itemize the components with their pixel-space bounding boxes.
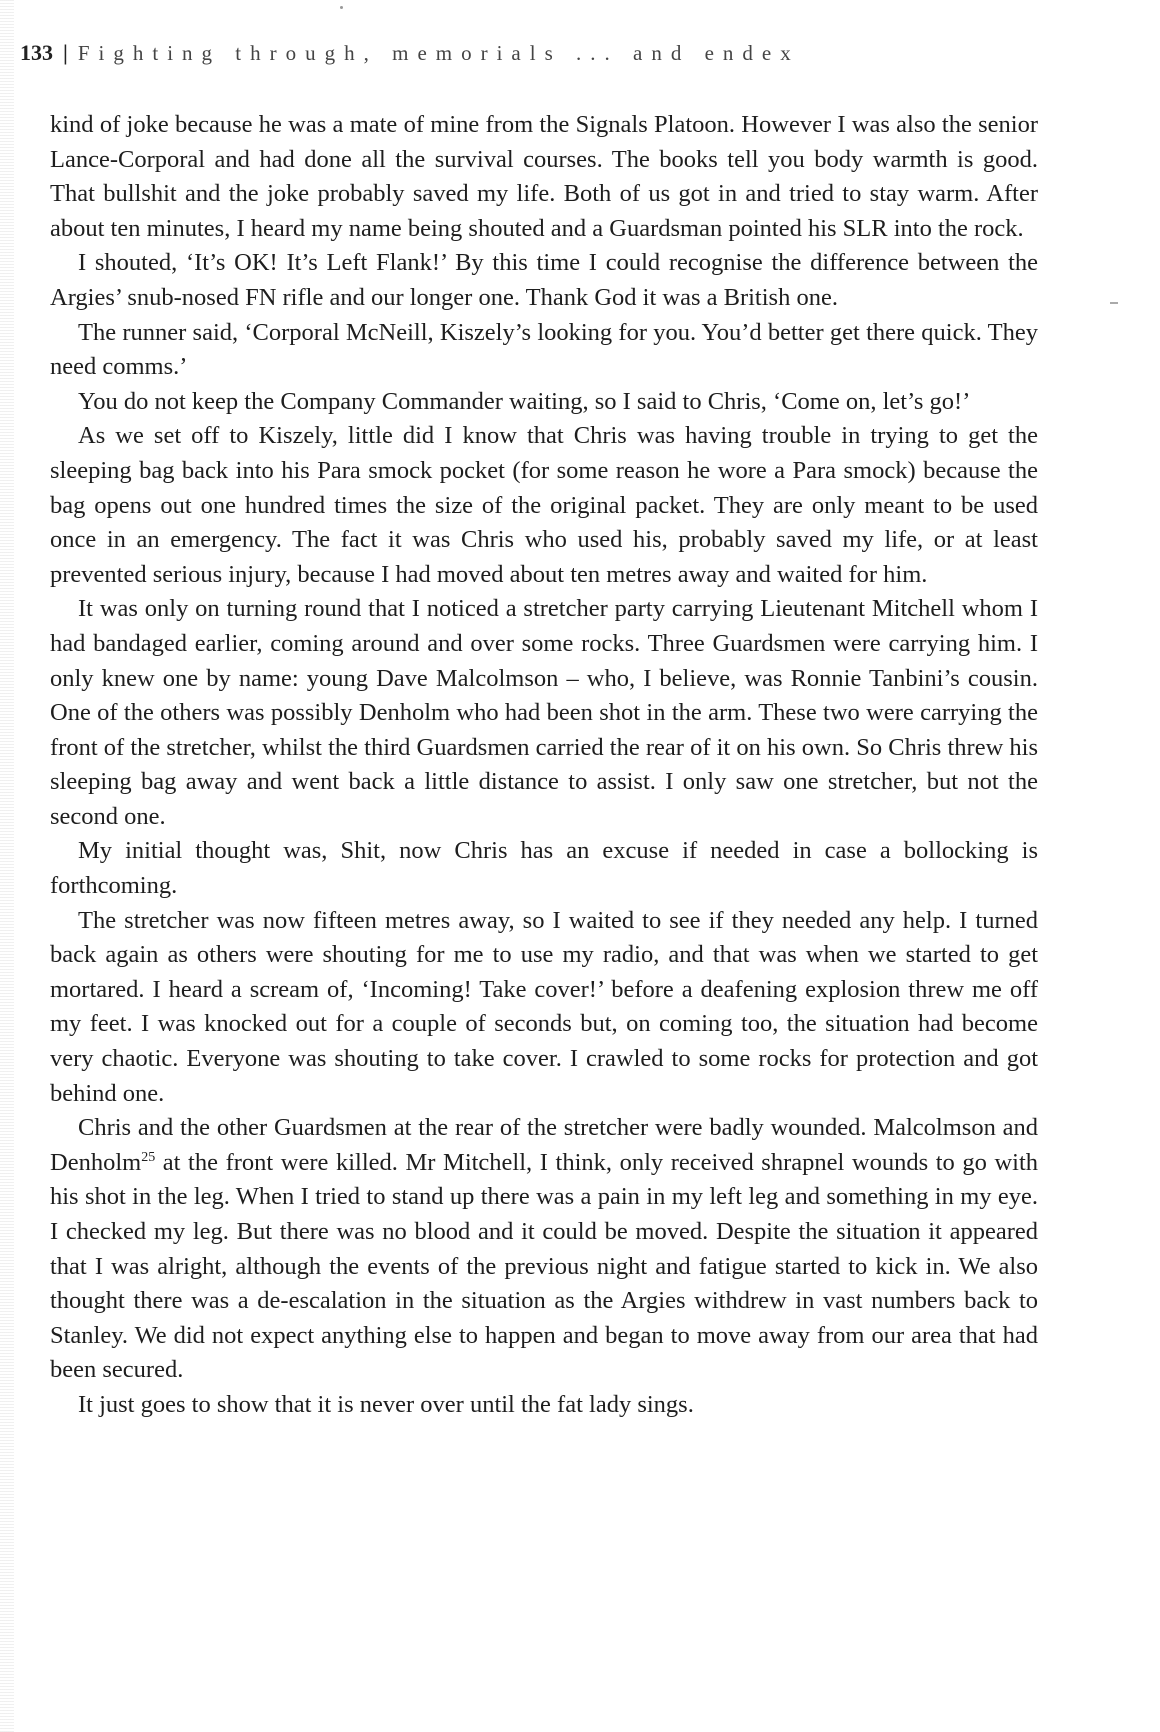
- header-separator: |: [63, 40, 68, 65]
- paragraph: I shouted, ‘It’s OK! It’s Left Flank!’ By this time I could recognise the difference between the Argies’ snub-nosed FN rifle and our longer one. Thank God it was a British one.: [50, 249, 1038, 311]
- footnote-reference[interactable]: 25: [141, 1149, 156, 1165]
- paragraph-text: at the front were killed. Mr Mitchell, I think, only received shrapnel wounds to go with his shot in the leg. When I tried to stand up there was a pain in my left leg and something in my eye. I checked my leg. But there was no blood and it could be moved. Despite the situation it appeared that I was alright, although the events of the previous night and fatigue started to kick in. We also thought there was a de-escalation in the situation as the Argies withdrew in vast numbers back to Stanley. We did not expect anything else to happen and began to move away from our area that had been secured.: [50, 1148, 1038, 1384]
- paragraph: The runner said, ‘Corporal McNeill, Kiszely’s looking for you. You’d better get there quick. They need comms.’: [50, 318, 1038, 381]
- paragraph: It was only on turning round that I noticed a stretcher party carrying Lieutenant Mitchell whom I had bandaged earlier, coming around and over some rocks. Three Guardsmen were carrying him. I only knew one by name: young Dave Malcolmson – who, I believe, was Ronnie Tanbini’s cousin. One of the others was possibly Denholm who had been shot in the arm. These two were carrying the front of the stretcher, whilst the third Guardsmen carried the rear of it on his own. So Chris threw his sleeping bag away and went back a little distance to assist. I only saw one stretcher, but not the second one.: [50, 595, 1038, 830]
- paragraph: The stretcher was now fifteen metres away, so I waited to see if they needed any help. I turned back again as others were shouting for me to use my radio, and that was when we started to get mortared. I heard a scream of, ‘Incoming! Take cover!’ before a deafening explosion threw me off my feet. I was knocked out for a couple of seconds but, on coming too, the situation had become very chaotic. Everyone was shouting to take cover. I crawled to some rocks for protection and got behind one.: [50, 906, 1038, 1107]
- page-number: 133: [20, 40, 53, 65]
- paragraph: As we set off to Kiszely, little did I know that Chris was having trouble in trying to get the sleeping bag back into his Para smock pocket (for some reason he wore a Para smock) because the bag opens out one hundred times the size of the original packet. They are only meant to be used once in an emergency. The fact it was Chris who used his, probably saved my life, or at least prevented serious injury, because I had moved about ten metres away and waited for him.: [50, 422, 1038, 588]
- scan-edge-shading: [0, 0, 14, 1732]
- paragraph: kind of joke because he was a mate of mine from the Signals Platoon. However I was also the senior Lance-Corporal and had done all the survival courses. The books tell you body warmth is good. That bullshit and the joke probably saved my life. Both of us got in and tried to stay warm. After about ten minutes, I heard my name being shouted and a Guardsman pointed his SLR into the rock.: [50, 111, 1038, 242]
- closing-paragraph: It just goes to show that it is never over until the fat lady sings.: [78, 1390, 694, 1418]
- body-text: [50, 108, 1038, 1423]
- paragraph-casualties: [50, 1111, 1038, 1388]
- scan-speck: [340, 6, 343, 9]
- paragraph: You do not keep the Company Commander waiting, so I said to Chris, ‘Come on, let’s go!’: [78, 387, 971, 415]
- margin-mark: [1110, 302, 1118, 304]
- paragraph-text: Chris and the other Guardsmen at the rear of the stretcher were badly wounded. Malcolmson and Denholm: [50, 1114, 1038, 1176]
- paragraph: My initial thought was, Shit, now Chris has an excuse if needed in case a bollocking is forthcoming.: [50, 837, 1038, 900]
- chapter-title: Fighting through, memorials ... and endex: [77, 41, 800, 65]
- running-head: [20, 40, 800, 66]
